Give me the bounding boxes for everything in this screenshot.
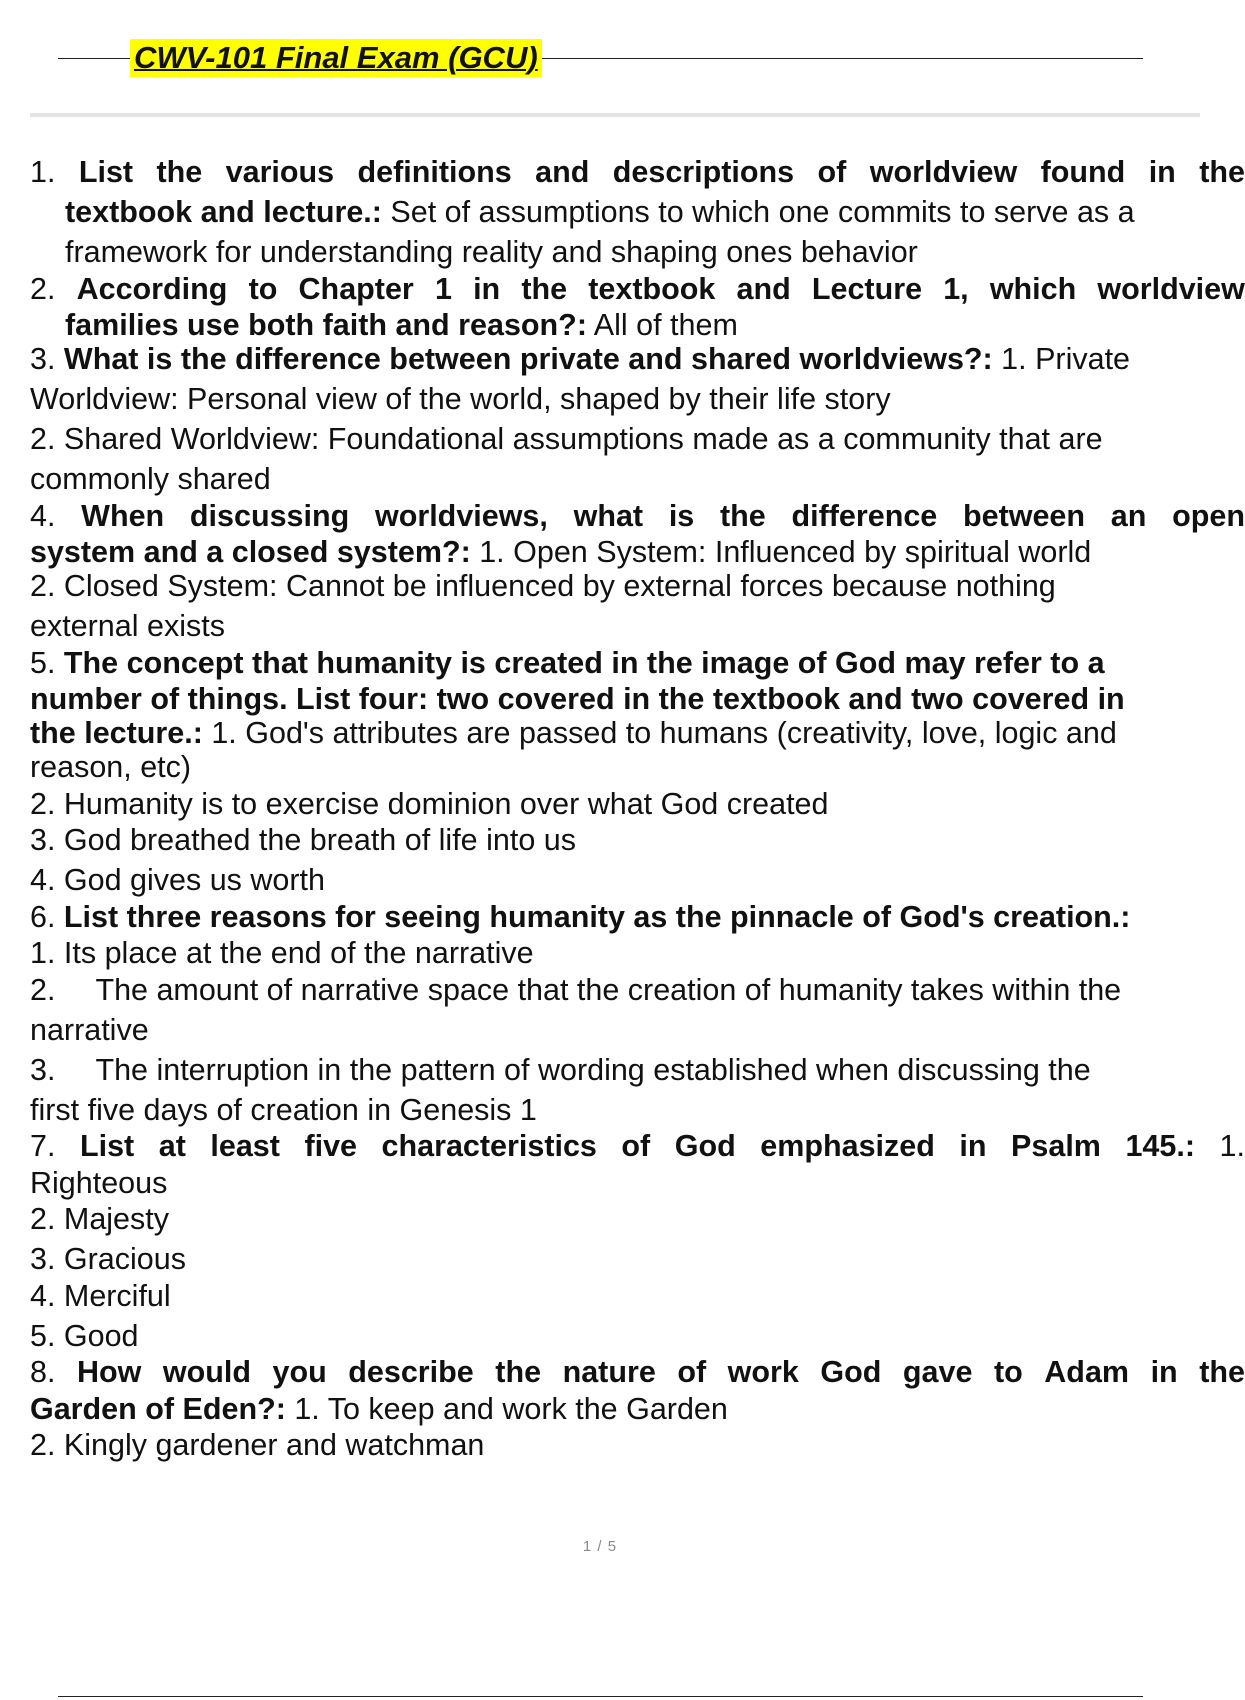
q2-word: and [736,271,791,306]
q7-word: of [621,1129,651,1163]
q6-answer-2: The amount of narrative space that the creation of humanity takes within the [95,972,1122,1007]
q7-word: at [158,1129,186,1163]
q8-word: describe [348,1355,474,1389]
q6-answer-3: The interruption in the pattern of wording established when discussing the [95,1052,1091,1087]
q8-word: the [1199,1355,1245,1389]
q5-line-2 [30,681,1245,715]
q6-answer-2-cont: narrative [30,1012,149,1047]
q5-question-end: the lecture.: [30,716,203,750]
q2-number: 2. [30,271,56,306]
q6-line-4 [30,1012,1245,1052]
q8-number: 8. [30,1355,56,1389]
q1-word: various [225,155,335,189]
q8-word: nature [562,1355,656,1389]
document-header [58,36,1143,82]
q4-word: the [720,498,766,533]
q1-word: List [78,155,134,189]
q4-word: discussing [189,498,350,533]
q4-line-3 [30,568,1245,608]
q8-word: in [1150,1355,1178,1389]
q7-word: emphasized [760,1129,935,1163]
q4-line-2 [30,534,1245,568]
q1-question-cont: textbook and lecture.: [65,195,382,229]
q7-item: 5. Good [30,1318,139,1353]
q1-number: 1. [30,155,56,189]
q4-line-1 [30,498,1245,535]
q2-word: to [248,271,278,306]
q2-word: the [521,271,568,306]
q1-word: the [1199,155,1245,189]
q7-item: 2. Majesty [30,1202,169,1236]
q4-word: open [1172,498,1245,533]
document-title: CWV-101 Final Exam (GCU) [130,39,542,77]
q7-word: five [304,1129,358,1163]
q8-word: God [820,1355,882,1389]
q5-line-3 [30,715,1245,749]
q1-word: definitions [357,155,512,189]
q3-line-2 [30,381,1245,421]
q5-question-cont: number of things. List four: two covered in the textbook and two covered in [30,682,1125,716]
q1-line-2 [30,194,1245,234]
q7-word: Psalm [1011,1129,1101,1163]
q7-word: least [210,1129,280,1163]
q4-word: an [1110,498,1147,533]
q7-line-1 [30,1128,1245,1165]
q5-line-4 [30,749,1245,786]
q4-word: difference [791,498,938,533]
q2-word: According [76,271,228,306]
q7-word: in [959,1129,987,1163]
q1-word: the [156,155,203,189]
q2-word: 1 [434,271,452,306]
q1-word: in [1148,155,1176,189]
q2-line-2 [30,307,1245,341]
q7-item: 3. Gracious [30,1242,186,1276]
q1-answer: Set of assumptions to which one commits to serve as a [381,195,1135,229]
exam-content [30,154,1245,1464]
q2-word: Lecture [811,271,923,306]
q8-question-cont: Garden of Eden?: [30,1391,286,1426]
q1-line-3 [30,234,1245,271]
q5-answer-4: 4. God gives us worth [30,863,325,897]
q3-answer-2: 2. Shared Worldview: Foundational assumptions made as a community that are [30,422,1103,456]
q1-word: of [817,155,847,189]
q3-number: 3. [30,342,56,376]
q3-answer-cont: Worldview: Personal view of the world, shaped by their life story [30,382,891,416]
q1-word: descriptions [612,155,795,189]
q7-item: Righteous [30,1165,168,1200]
q8-word: of [677,1355,707,1389]
q2-word: worldview [1097,271,1245,306]
q7-item: 4. Merciful [30,1278,171,1313]
q8-word: How [76,1355,142,1389]
q5-line-1 [30,645,1245,682]
q4-word: is [668,498,695,533]
q2-word: 1, [943,271,969,306]
q2-word: which [989,271,1077,306]
q1-answer-cont: framework for understanding reality and shaping ones behavior [65,235,918,269]
q4-answer-2: 2. Closed System: Cannot be influenced by external forces because nothing [30,569,1056,603]
q4-word: worldviews, [374,498,548,533]
q5-answer-1-cont: reason, etc) [30,750,192,784]
q7-line-4 [30,1241,1245,1278]
q3-line-4 [30,461,1245,498]
q6-line-1 [30,899,1245,936]
footer-rule [58,1696,1143,1697]
q2-word: Chapter [298,271,414,306]
header-separator [30,113,1200,117]
q7-word: List [79,1129,135,1163]
q4-answer-2-cont: external exists [30,609,225,643]
q7-line-6 [30,1318,1245,1355]
q5-answer-2: 2. Humanity is to exercise dominion over what God created [30,786,829,821]
q2-word: textbook [588,271,716,306]
q5-answer-3: 3. God breathed the breath of life into us [30,823,576,857]
q4-word: between [963,498,1086,533]
q4-word: what [573,498,644,533]
q6-answer-1: 1. Its place at the end of the narrative [30,936,534,970]
q7-word: 145.: [1125,1129,1195,1163]
q1-word: found [1040,155,1126,189]
q6-answer-2-number: 2. [30,972,56,1007]
q8-word: Adam [1044,1355,1130,1389]
q2-answer: All of them [586,308,738,342]
q8-word: would [162,1355,251,1389]
q7-line-3 [30,1201,1245,1241]
q4-word: When [81,498,165,533]
q4-answer: 1. Open System: Influenced by spiritual world [470,535,1092,569]
q7-answer-start: 1. [1219,1129,1245,1163]
q7-number: 7. [30,1129,56,1163]
q6-question: List three reasons for seeing humanity as the pinnacle of God's creation.: [63,899,1131,934]
q5-line-7 [30,862,1245,899]
q8-word: you [272,1355,327,1389]
q6-answer-3-number: 3. [30,1052,56,1087]
q5-answer-1: 1. God's attributes are passed to humans (creativity, love, logic and [202,716,1117,750]
q8-word: the [495,1355,542,1389]
q5-line-6 [30,822,1245,862]
q8-line-2 [30,1391,1245,1428]
q2-word: in [473,271,501,306]
q6-line-5 [30,1052,1245,1092]
q5-question: The concept that humanity is created in the image of God may refer to a [63,645,1105,680]
page-number: 1 / 5 [582,1538,618,1555]
q8-line-1 [30,1354,1245,1391]
q4-line-4 [30,608,1245,645]
q5-line-5 [30,786,1245,823]
q3-answer: 1. Private [992,342,1131,376]
q6-line-2 [30,935,1245,972]
q8-word: gave [902,1355,973,1389]
q2-question-cont: families use both faith and reason?: [65,308,587,342]
q6-number: 6. [30,899,56,934]
q8-line-3 [30,1427,1245,1464]
q1-line-1 [30,154,1245,194]
q7-line-2 [30,1165,1245,1202]
q7-word: God [674,1129,736,1163]
q8-answer: 1. To keep and work the Garden [285,1391,728,1426]
q8-word: work [727,1355,799,1389]
q8-word: to [993,1355,1023,1389]
q4-question-cont: system and a closed system?: [30,535,471,569]
q7-word: characteristics [381,1129,597,1163]
q1-word: worldview [869,155,1018,189]
q1-word: and [535,155,590,189]
q6-line-3 [30,972,1245,1012]
q3-answer-2-cont: commonly shared [30,462,271,496]
q7-line-5 [30,1278,1245,1318]
q6-line-6 [30,1092,1245,1129]
q3-line-1 [30,341,1245,381]
q8-answer-2: 2. Kingly gardener and watchman [30,1428,485,1462]
q3-question: What is the difference between private and shared worldviews?: [63,342,993,376]
q2-line-1 [30,271,1245,308]
q3-line-3 [30,421,1245,461]
q6-answer-3-cont: first five days of creation in Genesis 1 [30,1092,537,1127]
q5-number: 5. [30,645,56,680]
q4-number: 4. [30,498,56,533]
